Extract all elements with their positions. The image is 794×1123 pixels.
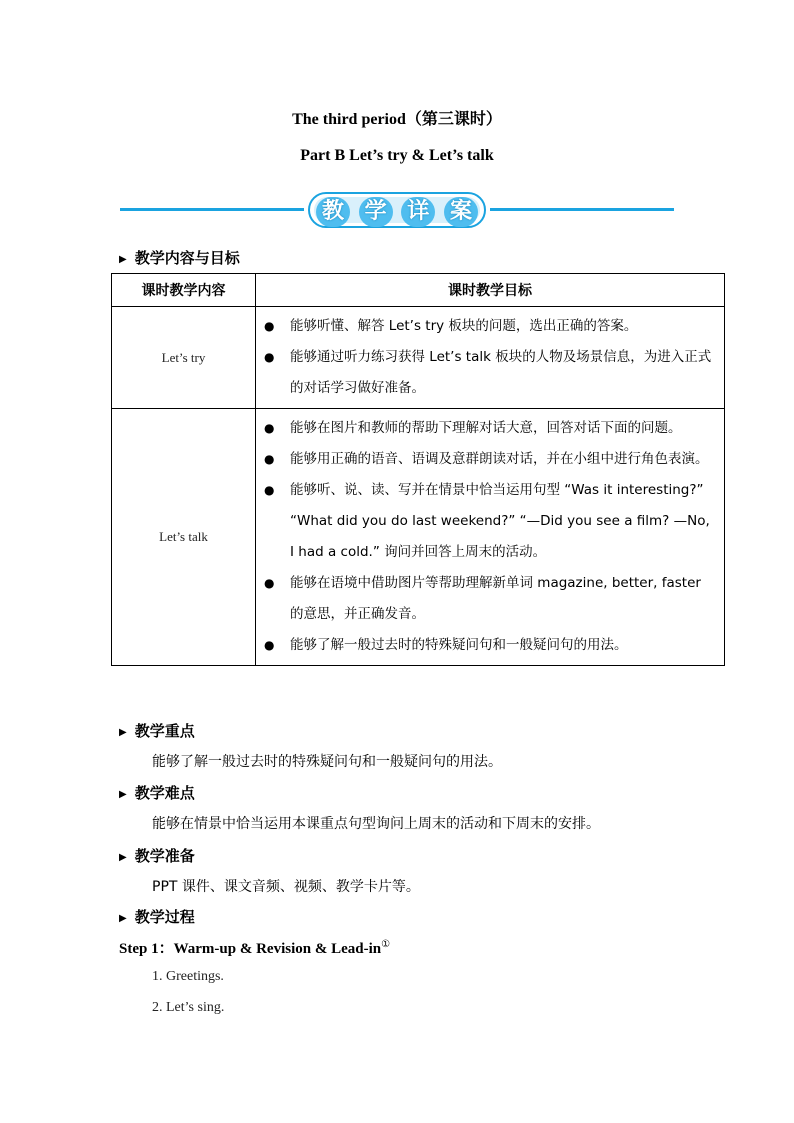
period-title: The third period（第三课时） [292,111,502,128]
banner-char: 学 [359,197,393,227]
goal-item: ● 能够在语境中借助图片等帮助理解新单词 magazine, better, faster 的意思，并正确发音。 [260,568,718,630]
goal-item: ● 能够听、说、读、写并在情景中恰当运用句型 “Was it interesting?” “What did you do last weekend?” “—Did you see a film? —No, I had a cold.” 询问并回答上周末的活动。 [260,475,718,568]
footnote-mark: ① [381,939,391,950]
section-heading-key-points: ▶ 教学重点 [119,722,195,740]
section-heading-preparation: ▶ 教学准备 [119,847,195,865]
triangle-bullet-icon: ▶ [119,254,127,265]
objectives-table [111,273,725,666]
goal-item: ● 能够听懂、解答 Let’s try 板块的问题，选出正确的答案。 [260,311,718,342]
section-heading-objectives: ▶ 教学内容与目标 [119,249,240,267]
step-item: 1. Greetings. [152,969,224,984]
lesson-subtitle: Part B Let’s try & Let’s talk [300,147,494,164]
key-points-text: 能够了解一般过去时的特殊疑问句和一般疑问句的用法。 [152,754,502,770]
step-item: 2. Let’s sing. [152,1000,225,1015]
table-header-row [112,274,725,307]
goals-cell [256,409,725,666]
triangle-bullet-icon: ▶ [119,727,127,738]
table-row [112,307,725,409]
table-header-cell: 课时教学内容 [112,274,256,307]
section-heading-difficulties: ▶ 教学难点 [119,784,195,802]
section-heading-process: ▶ 教学过程 [119,908,195,926]
banner-char: 详 [401,197,435,227]
banner-pill [308,192,486,228]
goal-item: ● 能够了解一般过去时的特殊疑问句和一般疑问句的用法。 [260,630,718,661]
table-row [112,409,725,666]
goals-cell [256,307,725,409]
triangle-bullet-icon: ▶ [119,789,127,800]
goal-item: ● 能够在图片和教师的帮助下理解对话大意，回答对话下面的问题。 [260,413,718,444]
content-cell: Let’s talk [112,409,256,666]
goal-item: ● 能够用正确的语音、语调及意群朗读对话，并在小组中进行角色表演。 [260,444,718,475]
banner-char: 教 [316,197,350,227]
step-1-title: Step 1：Warm-up & Revision & Lead-in① [119,939,391,957]
content-cell: Let’s try [112,307,256,409]
section-banner [120,192,674,228]
banner-char: 案 [444,197,478,227]
banner-line-left [120,208,304,211]
difficulties-text: 能够在情景中恰当运用本课重点句型询问上周末的活动和下周末的安排。 [152,816,600,832]
triangle-bullet-icon: ▶ [119,852,127,863]
banner-line-right [490,208,674,211]
preparation-text: PPT 课件、课文音频、视频、教学卡片等。 [152,879,420,895]
triangle-bullet-icon: ▶ [119,913,127,924]
table-header-cell: 课时教学目标 [256,274,725,307]
goal-item: ● 能够通过听力练习获得 Let’s talk 板块的人物及场景信息，为进入正式的对话学习做好准备。 [260,342,718,404]
